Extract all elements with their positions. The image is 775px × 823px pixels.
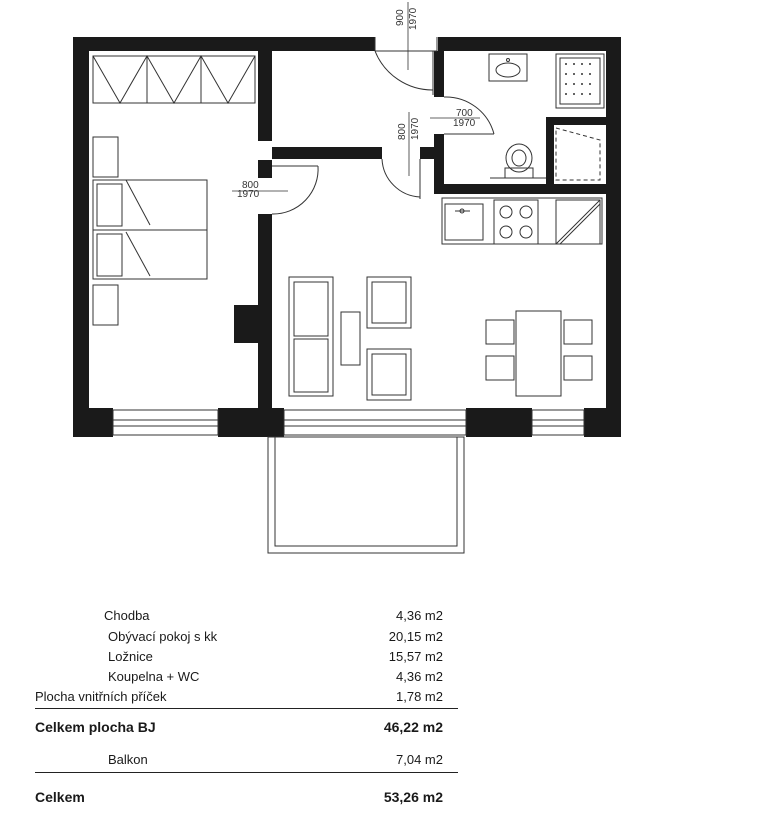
area-row [0,608,775,626]
entrance-door-height: 1970 [408,7,419,30]
total-value: 53,26 m2 [383,789,443,805]
outer-walls [73,37,621,437]
nightstand [93,137,118,177]
nightstand [93,285,118,325]
room-value: 15,57 m2 [388,649,443,664]
room-value: 1,78 m2 [396,689,443,704]
divider [35,708,458,709]
balcony-value: 7,04 m2 [396,752,443,767]
room-label: Obývací pokoj s kk [108,629,218,644]
chair [486,320,514,344]
wardrobe [93,56,255,103]
bathroom-door-width: 700 [456,108,473,119]
balcony-row [0,752,775,770]
bathroom-door-height: 1970 [453,118,476,129]
area-row [0,669,775,687]
hall-door-width: 800 [397,123,408,140]
area-row [0,689,775,707]
room-label: Ložnice [108,649,153,664]
kitchen-sink [445,204,483,240]
kitchen-unit [442,198,602,244]
armchair [367,349,411,400]
living-furniture [289,277,592,400]
entrance-door-width: 900 [395,9,406,26]
dining-table [516,311,561,396]
room-value: 20,15 m2 [388,629,443,644]
shower-corner [556,128,600,180]
bedroom-door-height: 1970 [237,189,260,200]
interior-walls [234,51,606,414]
chair [564,320,592,344]
divider [35,772,458,773]
subtotal-row [0,719,775,737]
balcony-label: Balkon [108,752,148,767]
subtotal-label: Celkem plocha BJ [35,719,156,735]
chair [486,356,514,380]
total-label: Celkem [35,789,85,805]
chair [564,356,592,380]
coffee-table [341,312,360,365]
bedroom-furniture [93,56,255,325]
room-label: Plocha vnitřních příček [35,689,167,704]
room-value: 4,36 m2 [396,669,443,684]
total-row [0,789,775,807]
balcony [268,437,464,553]
bedroom-door-width: 800 [242,180,259,191]
armchair [367,277,411,328]
room-value: 4,36 m2 [396,608,443,623]
subtotal-value: 46,22 m2 [383,719,443,735]
area-row [0,649,775,667]
toilet-tank [505,168,533,178]
room-label: Koupelna + WC [108,669,200,684]
room-label: Chodba [104,608,150,623]
area-row [0,629,775,647]
shower-tray [556,54,604,108]
cooktop [494,200,538,244]
area-table [0,600,775,823]
hall-door-height: 1970 [410,117,421,140]
